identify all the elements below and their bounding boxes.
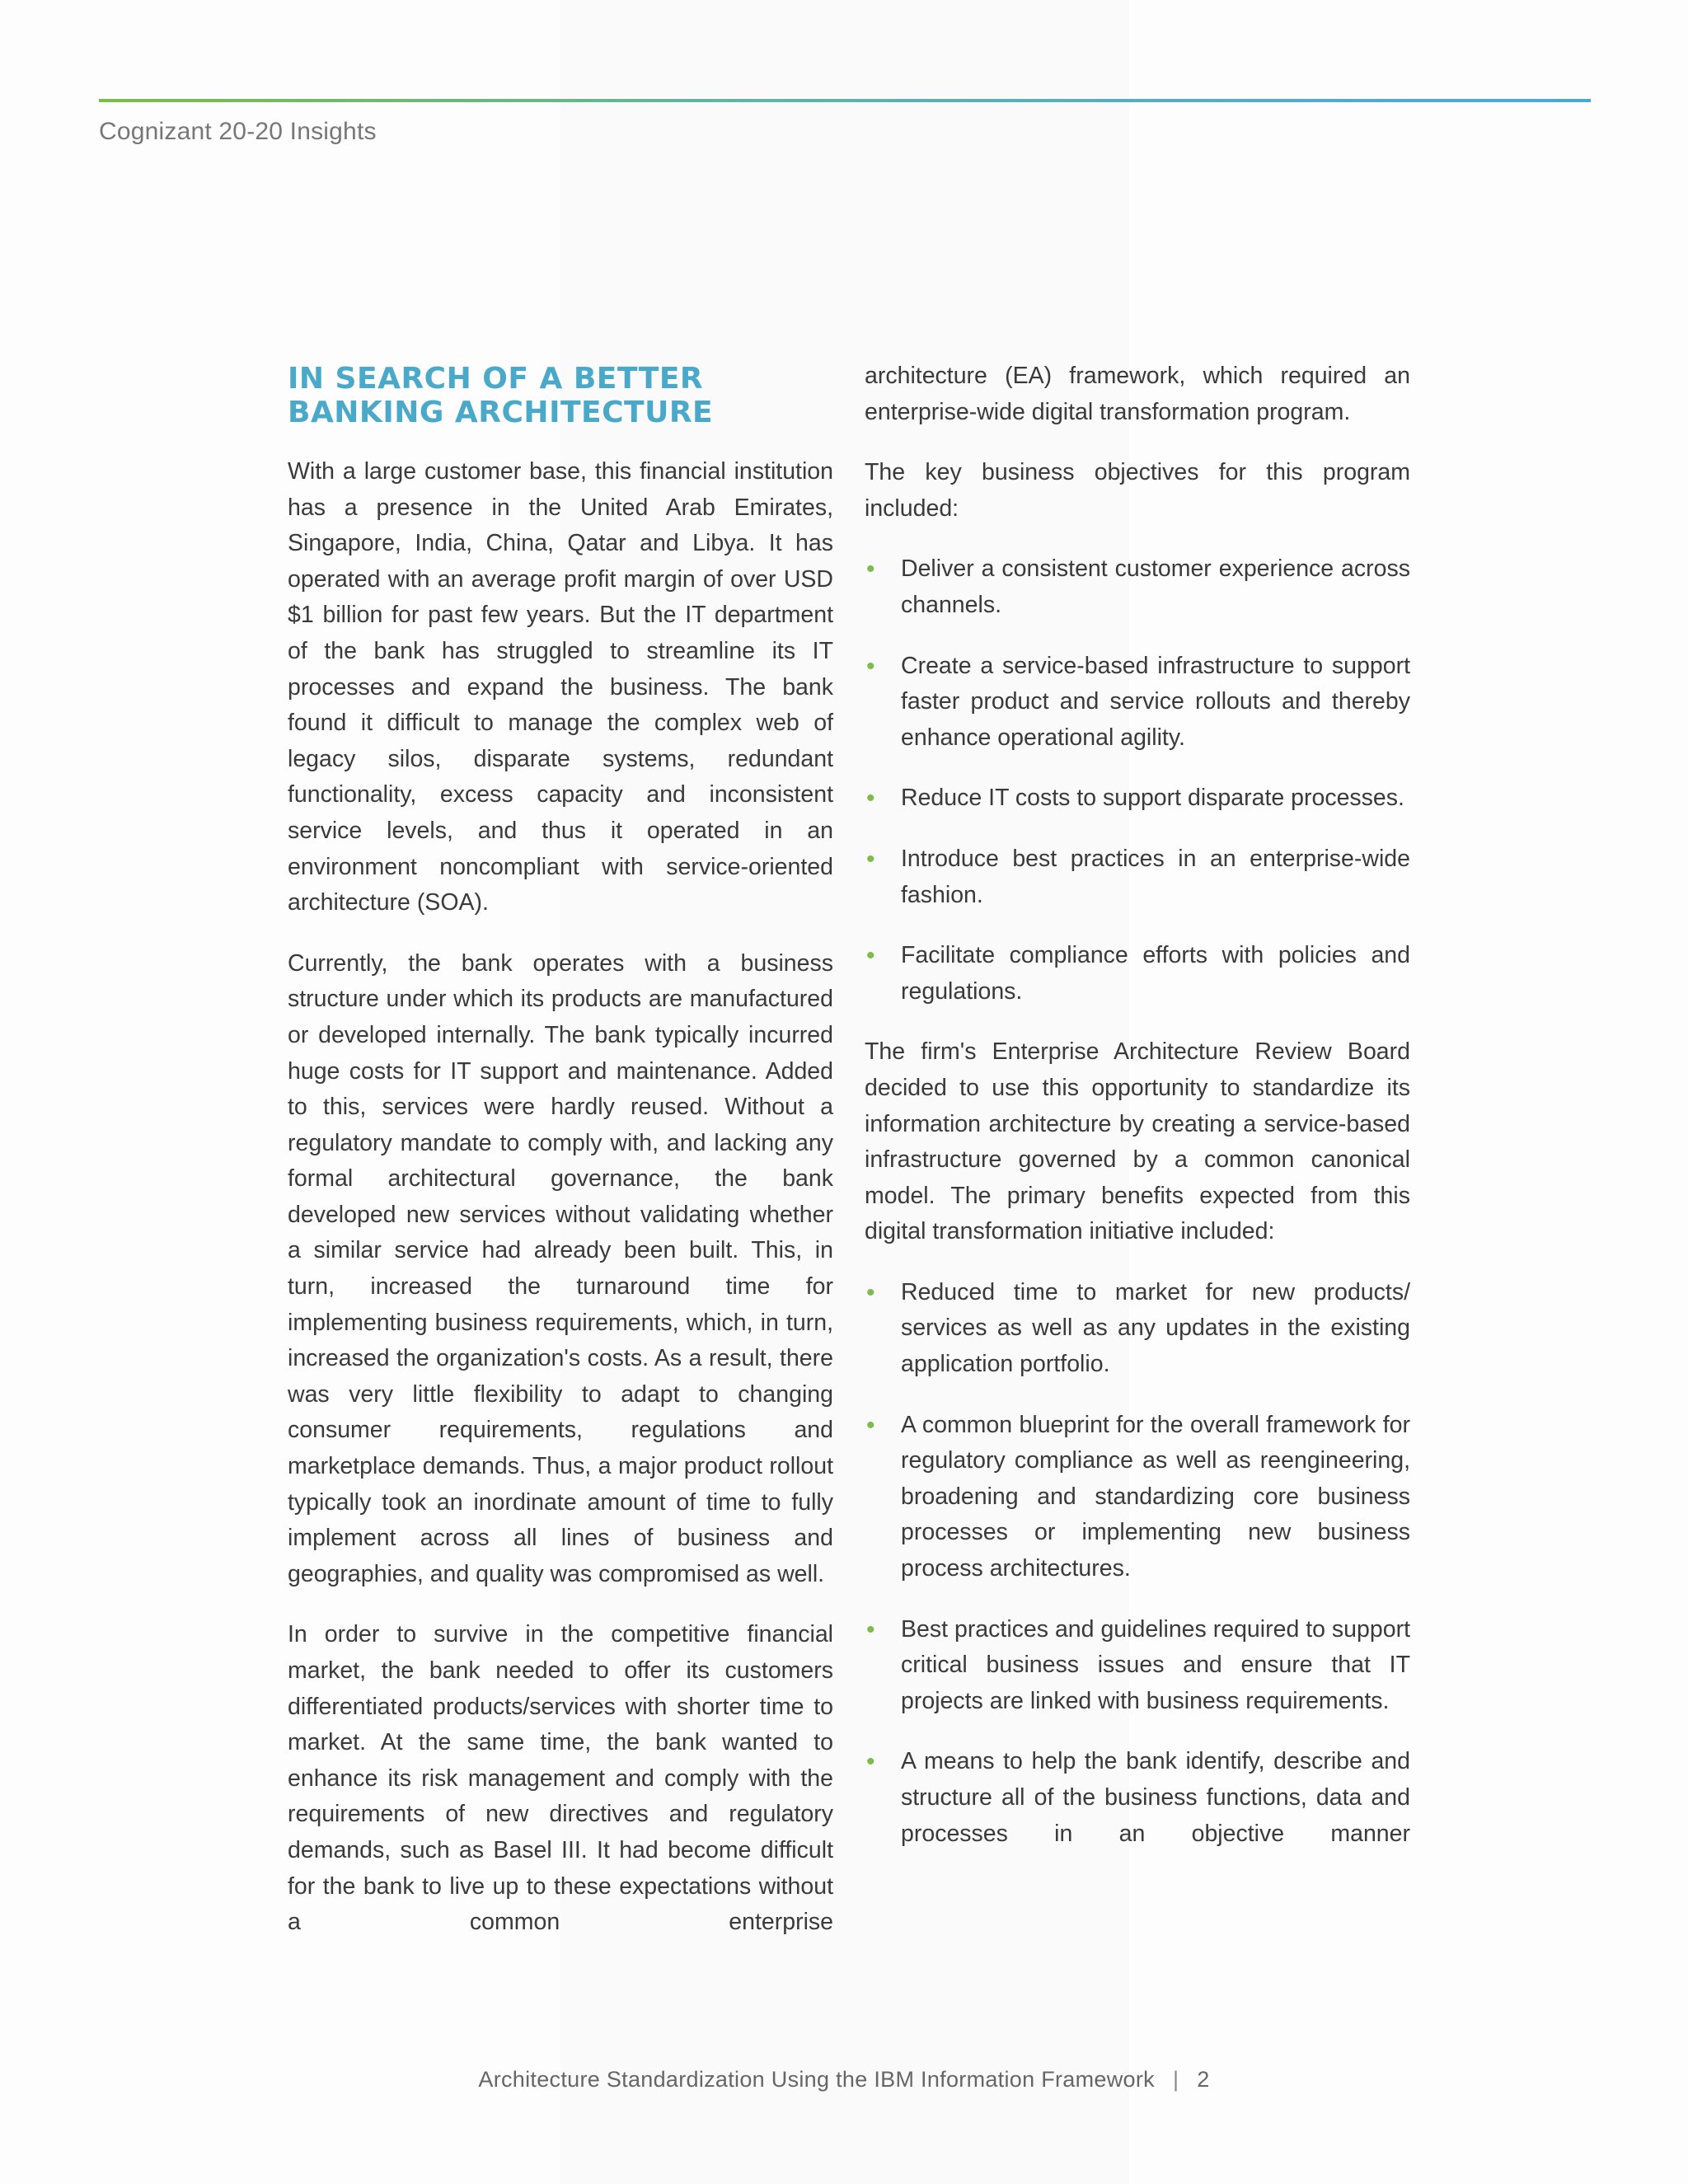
bullet-icon: • <box>866 785 875 813</box>
list-item <box>865 938 1410 1010</box>
section-heading: IN SEARCH OF A BETTER BANKING ARCHITECTURE <box>288 362 714 429</box>
objectives-list <box>865 551 1410 1010</box>
benefits-intro: The firm's Enterprise Architecture Review Board decided to use this opportunity to standardize its information architecture by creating a service-based infrastructure governed by a common canonical model. The primary benefits expected from this digital transformation initiative included: <box>865 1038 1410 1245</box>
bullet-icon: • <box>866 1615 875 1643</box>
list-item <box>865 841 1410 913</box>
list-item <box>865 1612 1410 1720</box>
list-item <box>865 551 1410 623</box>
paragraph: With a large customer base, this financial institution has a presence in the United Arab Emirates, Singapore, India, China, Qatar and Libya. It has operated with an average profit margin of over USD $1 billion for past few years. But the IT department of the bank has struggled to streamline its IT processes and expand the business. The bank found it difficult to manage the complex web of legacy silos, disparate systems, redundant functionality, excess capacity and inconsistent service levels, and thus it operated in an environment noncompliant with service-oriented architecture (SOA). <box>288 458 833 916</box>
footer-title: Architecture Standardization Using the IBM Information Framework <box>478 2067 1155 2092</box>
list-item-text: Introduce best practices in an enterprise-wide fashion. <box>901 845 1410 908</box>
bullet-icon: • <box>866 845 875 873</box>
bullet-icon: • <box>866 1748 875 1776</box>
paragraph-continuation: architecture (EA) framework, which required an enterprise-wide digital transformation program. <box>865 363 1410 425</box>
footer-separator: | <box>1172 2067 1179 2092</box>
paragraph: Currently, the bank operates with a business structure under which its products are manufactured or developed internally. The bank typically incurred huge costs for IT support and maintenance. Added to this, services were hardly reused. Without a regulatory mandate to comply with, and lacking any formal architectural governance, the bank developed new services without validating whether a similar service had already been built. This, in turn, increased the turnaround time for implementing business requirements, which, in turn, increased the organization's costs. As a result, there was very little flexibility to adapt to changing consumer requirements, regulations and marketplace demands. Thus, a major product rollout typically took an inordinate amount of time to fully implement across all lines of business and geographies, and quality was compromised as well. <box>288 949 833 1587</box>
list-item-text: Deliver a consistent customer experience across channels. <box>901 555 1410 618</box>
bullet-icon: • <box>866 1278 875 1306</box>
list-item <box>865 1275 1410 1383</box>
paragraph: In order to survive in the competitive financial market, the bank needed to offer its customers differentiated products/services with shorter time to market. At the same time, the bank wanted to enhance its risk management and comply with the requirements of new directives and regulatory demands, such as Basel III. It had become difficult for the bank to live up to these expectations without a common enterprise <box>288 1621 833 1936</box>
list-item-text: Reduce IT costs to support disparate processes. <box>901 785 1404 812</box>
list-item-text: Facilitate compliance efforts with policies and regulations. <box>901 942 1410 1005</box>
right-column <box>865 359 1410 1877</box>
page-footer <box>0 2067 1688 2093</box>
list-item-text: Reduced time to market for new products/ services as well as any updates in the existing application portfolio. <box>901 1278 1410 1378</box>
list-item <box>865 649 1410 757</box>
page-number: 2 <box>1197 2067 1210 2092</box>
list-item <box>865 1744 1410 1852</box>
benefits-list <box>865 1275 1410 1852</box>
left-column <box>288 359 833 1966</box>
bullet-icon: • <box>866 652 875 680</box>
bullet-icon: • <box>866 942 875 970</box>
bullet-icon: • <box>866 1411 875 1439</box>
objectives-intro: The key business objectives for this program included: <box>865 459 1410 522</box>
list-item-text: A common blueprint for the overall framework for regulatory compliance as well as reengineering, broadening and standardizing core business processes or implementing new business process architectures. <box>901 1411 1410 1582</box>
list-item-text: A means to help the bank identify, describe and structure all of the business functions, data and processes in an objective manner <box>901 1748 1410 1847</box>
header-rule <box>99 99 1591 102</box>
bullet-icon: • <box>866 555 875 583</box>
list-item-text: Best practices and guidelines required to support critical business issues and ensure that IT projects are linked with business requirements. <box>901 1615 1410 1714</box>
list-item <box>865 780 1410 817</box>
header-label: Cognizant 20-20 Insights <box>99 118 377 145</box>
list-item-text: Create a service-based infrastructure to support faster product and service rollouts and thereby enhance operational agility. <box>901 652 1410 751</box>
list-item <box>865 1408 1410 1587</box>
